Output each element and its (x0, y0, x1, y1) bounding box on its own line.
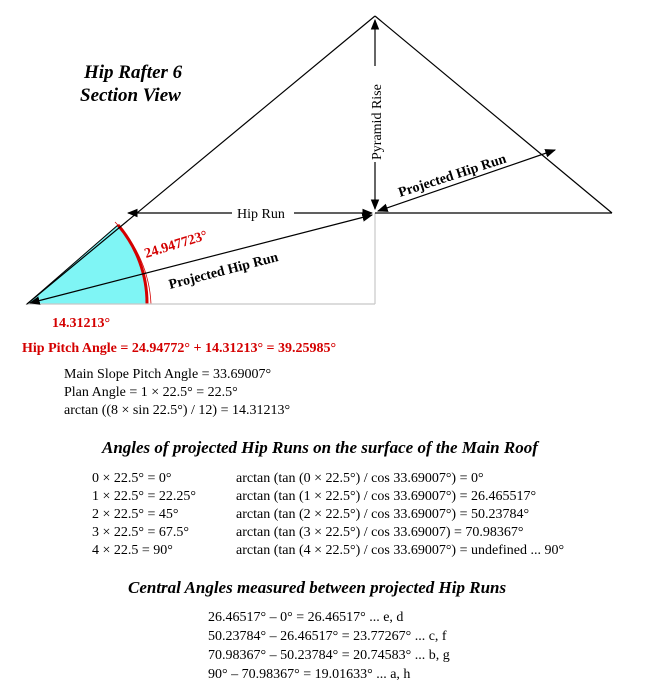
projected-row-left: 0 × 22.5° = 0° (92, 471, 172, 486)
central-angles-heading: Central Angles measured between projected Hip Runs (128, 578, 507, 597)
info-line: Plan Angle = 1 × 22.5° = 22.5° (64, 385, 238, 400)
projected-row-right: arctan (tan (2 × 22.5°) / cos 33.69007°) = 50.23784° (236, 507, 530, 522)
upper-angle-value: 24.947723° (142, 228, 210, 262)
projected-row-left: 3 × 22.5° = 67.5° (92, 525, 189, 540)
info-line: Main Slope Pitch Angle = 33.69007° (64, 367, 272, 382)
diagram-title-line2: Section View (80, 85, 181, 106)
projected-hip-run-arrow-upper (378, 150, 555, 211)
projected-hip-run-label-lower: Projected Hip Run (167, 250, 280, 293)
projected-row-right: arctan (tan (0 × 22.5°) / cos 33.69007°) = 0° (236, 471, 484, 486)
central-angle-row: 70.98367° – 50.23784° = 20.74583° ... b, g (208, 648, 450, 663)
central-angle-row: 90° – 70.98367° = 19.01633° ... a, h (208, 667, 411, 682)
projected-row-right: arctan (tan (1 × 22.5°) / cos 33.69007°) = 26.465517° (236, 489, 537, 504)
long-slope-line (27, 16, 375, 304)
projected-angles-heading: Angles of projected Hip Runs on the surface of the Main Roof (102, 438, 538, 457)
angle-sector (27, 225, 147, 304)
projected-row-right: arctan (tan (3 × 22.5°) / cos 33.69007) = 70.98367° (236, 525, 524, 540)
central-angle-row: 50.23784° – 26.46517° = 23.77267° ... c, f (208, 629, 447, 644)
pyramid-rise-label: Pyramid Rise (370, 84, 385, 160)
projected-row-left: 1 × 22.5° = 22.25° (92, 489, 196, 504)
central-angle-row: 26.46517° – 0° = 26.46517° ... e, d (208, 610, 404, 625)
lower-angle-value: 14.31213° (52, 316, 111, 331)
diagram-title-line1: Hip Rafter 6 (84, 62, 183, 83)
projected-row-left: 4 × 22.5 = 90° (92, 543, 173, 558)
hip-run-label: Hip Run (237, 207, 285, 222)
hip-pitch-angle-formula: Hip Pitch Angle = 24.94772° + 14.31213° = 39.25985° (22, 341, 337, 356)
projected-row-right: arctan (tan (4 × 22.5°) / cos 33.69007°) = undefined ... 90° (236, 543, 565, 558)
info-line: arctan ((8 × sin 22.5°) / 12) = 14.31213° (64, 403, 291, 418)
projected-row-left: 2 × 22.5° = 45° (92, 507, 179, 522)
projected-hip-run-label-upper: Projected Hip Run (396, 151, 509, 201)
